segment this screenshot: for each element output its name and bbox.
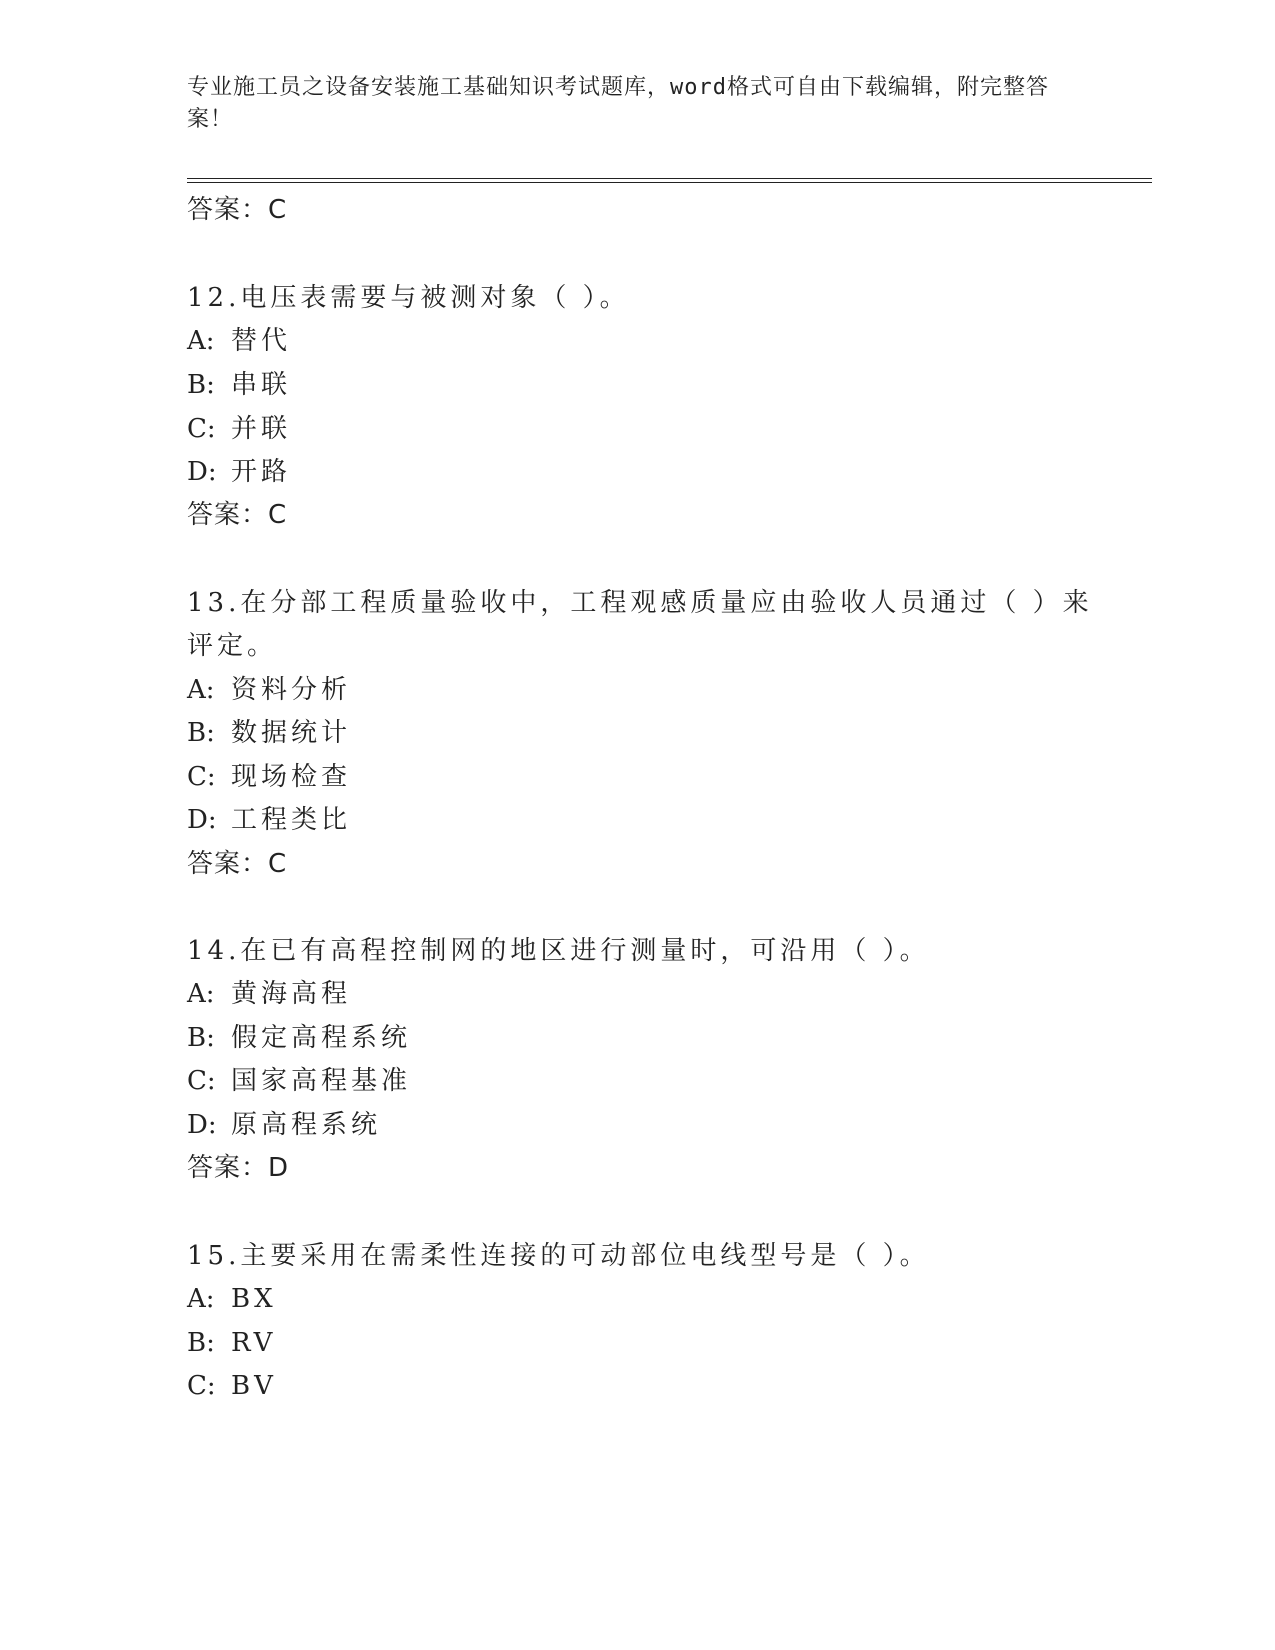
question-12-option-c — [187, 411, 291, 447]
question-12-option-a — [187, 323, 291, 359]
option-text: 黄海高程 — [231, 979, 352, 1009]
option-key: B: — [187, 1023, 215, 1053]
option-text: 并联 — [231, 414, 292, 444]
answer-value: C — [268, 500, 288, 530]
question-14-answer — [187, 1150, 289, 1186]
question-15-option-c — [187, 1368, 277, 1404]
answer-label: 答案： — [187, 195, 269, 225]
option-text: BV — [231, 1371, 277, 1401]
option-key: C: — [187, 1066, 216, 1096]
option-text: 现场检查 — [231, 762, 352, 792]
answer-label: 答案： — [187, 1153, 269, 1183]
question-13-option-a — [187, 672, 351, 708]
option-key: D: — [187, 457, 217, 487]
option-text: BX — [231, 1284, 277, 1314]
answer-value: C — [268, 195, 288, 225]
option-text: 替代 — [231, 326, 292, 356]
option-text: 原高程系统 — [231, 1110, 382, 1140]
prev-answer — [187, 192, 287, 228]
question-14-option-a — [187, 976, 351, 1012]
option-text: 工程类比 — [231, 805, 352, 835]
option-key: A: — [187, 326, 215, 356]
question-13-stem-line2: 评定。 — [187, 631, 278, 661]
option-key: C: — [187, 1371, 216, 1401]
question-12-option-d — [187, 454, 291, 490]
header-divider-top — [187, 178, 1152, 179]
question-14-stem: 14.在已有高程控制网的地区进行测量时，可沿用（ ）。 — [187, 936, 930, 966]
question-14-option-d — [187, 1107, 381, 1143]
question-15-option-b — [187, 1325, 276, 1361]
option-key: B: — [187, 370, 215, 400]
header-divider-bottom — [187, 182, 1152, 183]
option-key: B: — [187, 718, 215, 748]
question-12-option-b — [187, 367, 291, 403]
question-12-stem: 12.电压表需要与被测对象（ ）。 — [187, 283, 630, 313]
option-text: 假定高程系统 — [231, 1023, 412, 1053]
option-text: 数据统计 — [231, 718, 352, 748]
option-key: A: — [187, 1284, 215, 1314]
question-13-option-b — [187, 715, 351, 751]
option-key: A: — [187, 979, 215, 1009]
answer-value: D — [268, 1153, 290, 1183]
answer-label: 答案： — [187, 849, 269, 879]
question-15-stem: 15.主要采用在需柔性连接的可动部位电线型号是（ ）。 — [187, 1241, 930, 1271]
option-key: D: — [187, 805, 217, 835]
question-13-stem-line1: 13.在分部工程质量验收中，工程观感质量应由验收人员通过（ ）来 — [187, 588, 1093, 618]
option-key: D: — [187, 1110, 217, 1140]
question-12-answer — [187, 497, 287, 533]
document-header: 专业施工员之设备安装施工基础知识考试题库，word格式可自由下载编辑，附完整答案！ — [187, 75, 1049, 132]
question-13-answer — [187, 846, 287, 882]
option-key: C: — [187, 414, 216, 444]
answer-value: C — [268, 849, 288, 879]
question-15-option-a — [187, 1281, 277, 1317]
option-key: A: — [187, 675, 215, 705]
option-text: 资料分析 — [231, 675, 352, 705]
question-14-option-c — [187, 1063, 411, 1099]
question-13-option-c — [187, 759, 351, 795]
answer-label: 答案： — [187, 500, 269, 530]
option-text: 串联 — [231, 370, 292, 400]
question-14-option-b — [187, 1020, 411, 1056]
option-key: C: — [187, 762, 216, 792]
option-text: RV — [231, 1328, 277, 1358]
question-13-option-d — [187, 802, 351, 838]
option-text: 开路 — [231, 457, 292, 487]
option-text: 国家高程基准 — [231, 1066, 412, 1096]
option-key: B: — [187, 1328, 215, 1358]
